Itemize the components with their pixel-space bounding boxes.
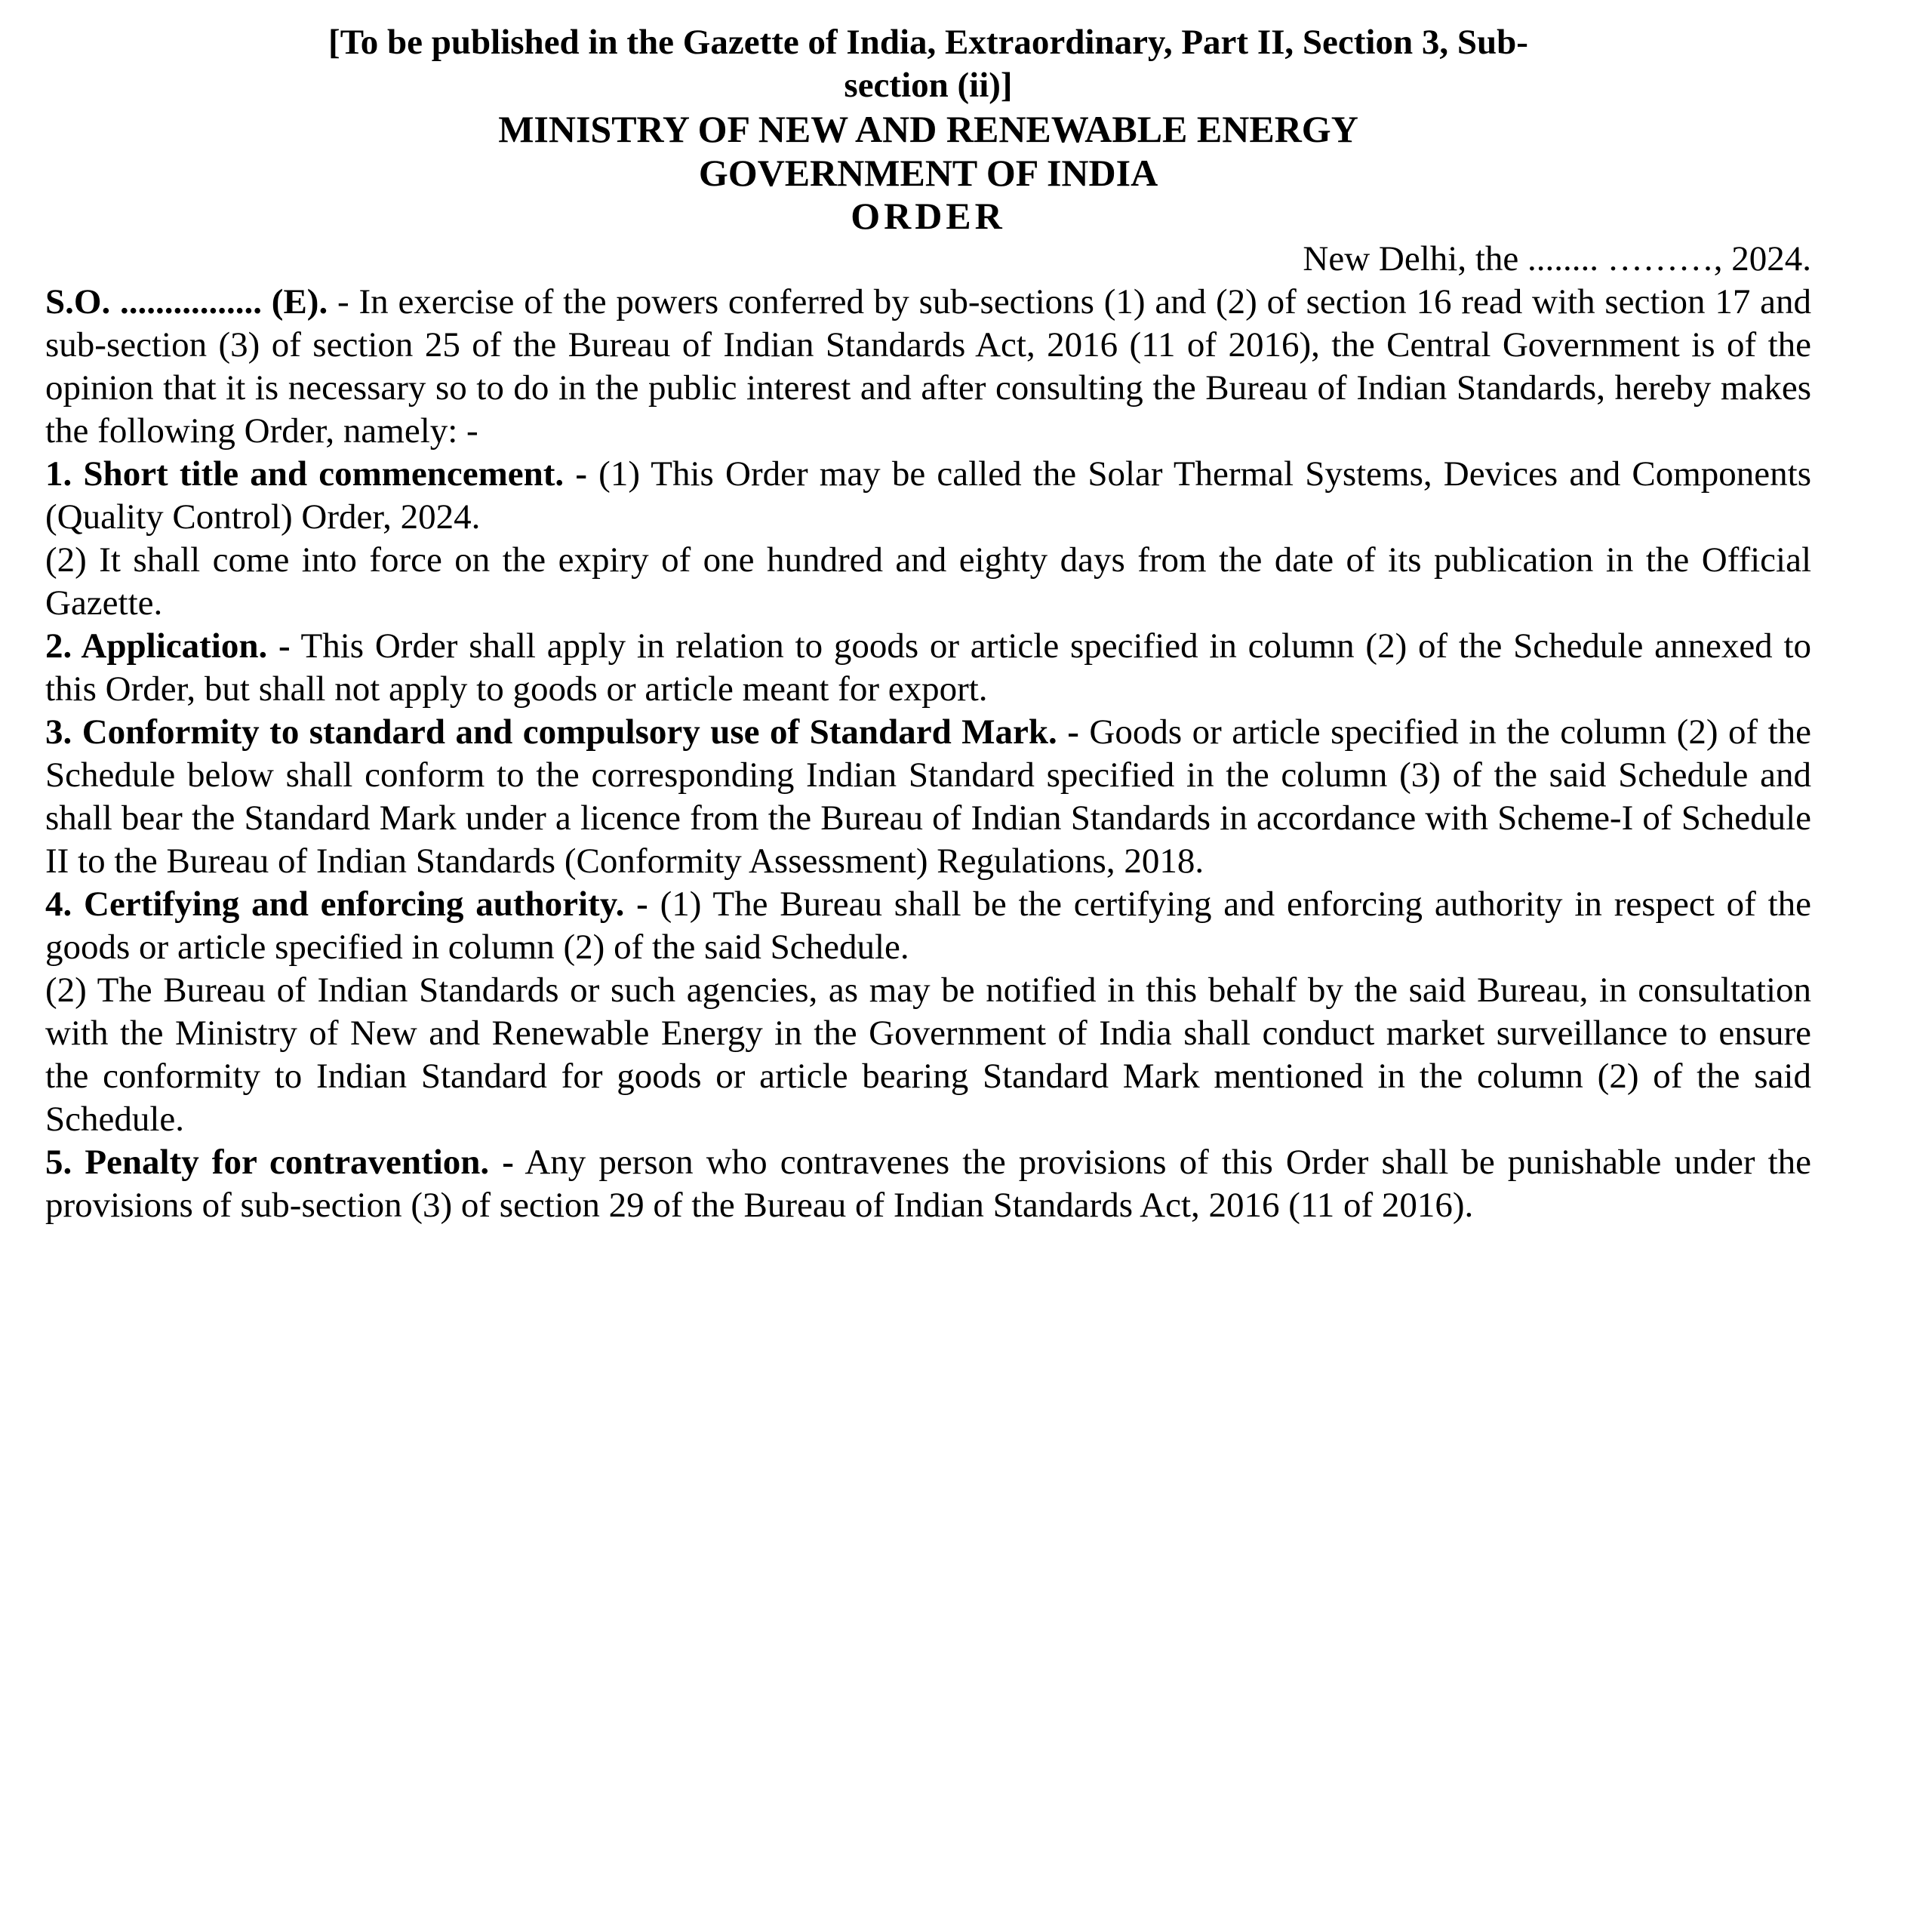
preamble-text: - In exercise of the powers conferred by sub-sections (1) and (2) of section 16 read with section 17 and sub-section (3) of section 25 of the Bureau of Indian Standards Act, 2016 (11 of 2016), the Central Government is of the opinion that it is necessary so to do in the public interest and after consulting the Bureau of Indian Standards, hereby makes the following Order, namely: - (45, 282, 1811, 451)
section-5-heading: 5. Penalty for contravention. - (45, 1143, 514, 1182)
section-4-subsection-2-text: (2) The Bureau of Indian Standards or such agencies, as may be notified in this behalf by the said Bureau, in consultation with the Ministry of New and Renewable Energy in the Government of India shall conduct market surveillance to ensure the conformity to Indian Standard for goods or article bearing Standard Mark mentioned in the column (2) of the said Schedule. (45, 971, 1811, 1139)
section-4-subsection-2 (45, 969, 1811, 1141)
section-3-conformity (45, 711, 1811, 883)
section-1-subsection-2-text: (2) It shall come into force on the expiry of one hundred and eighty days from the date of its publication in the Official Gazette. (45, 540, 1811, 623)
section-2-application (45, 625, 1811, 711)
ministry-name: MINISTRY OF NEW AND RENEWABLE ENERGY (498, 108, 1358, 150)
section-3-heading: 3. Conformity to standard and compulsory use of Standard Mark. - (45, 712, 1079, 752)
section-5-penalty (45, 1141, 1811, 1227)
section-4-text: (1) The Bureau shall be the certifying and enforcing authority in respect of the goods or article specified in column (2) of the said Schedule. (45, 884, 1811, 967)
section-4-certifying-authority (45, 883, 1811, 969)
section-1-short-title (45, 453, 1811, 539)
section-1-subsection-2 (45, 539, 1811, 625)
preamble-paragraph (45, 281, 1811, 453)
gazette-publication-note-line1: [To be published in the Gazette of India, Extraordinary, Part II, Section 3, Sub- (328, 23, 1528, 62)
section-2-text: This Order shall apply in relation to goods or article specified in column (2) of the Schedule annexed to this Order, but shall not apply to goods or article meant for export. (45, 626, 1812, 709)
ministry-heading (45, 107, 1811, 195)
dateline: New Delhi, the ........ ………, 2024. (1303, 239, 1811, 278)
section-4-heading: 4. Certifying and enforcing authority. - (45, 884, 648, 924)
section-1-text: (1) This Order may be called the Solar Thermal Systems, Devices and Components (Quality Control) Order, 2024. (45, 454, 1811, 537)
government-name: GOVERNMENT OF INDIA (698, 152, 1158, 194)
section-1-heading: 1. Short title and commencement. - (45, 454, 587, 494)
gazette-publication-note (45, 21, 1811, 107)
gazette-publication-note-line2: section (ii)] (844, 66, 1013, 105)
order-title: ORDER (851, 195, 1006, 237)
so-number: S.O. ................ (E). (45, 282, 328, 321)
section-3-text: Goods or article specified in the column (2) of the Schedule below shall conform to the corresponding Indian Standard specified in the column (3) of the said Schedule and shall bear the Standard Mark under a licence from the Bureau of Indian Standards in accordance with Scheme-I of Schedule II to the Bureau of Indian Standards (Conformity Assessment) Regulations, 2018. (45, 712, 1811, 881)
section-2-heading: 2. Application. - (45, 626, 291, 666)
section-5-text: Any person who contravenes the provisions of this Order shall be punishable under the provisions of sub-section (3) of section 29 of the Bureau of Indian Standards Act, 2016 (11 of 2016). (45, 1143, 1811, 1225)
